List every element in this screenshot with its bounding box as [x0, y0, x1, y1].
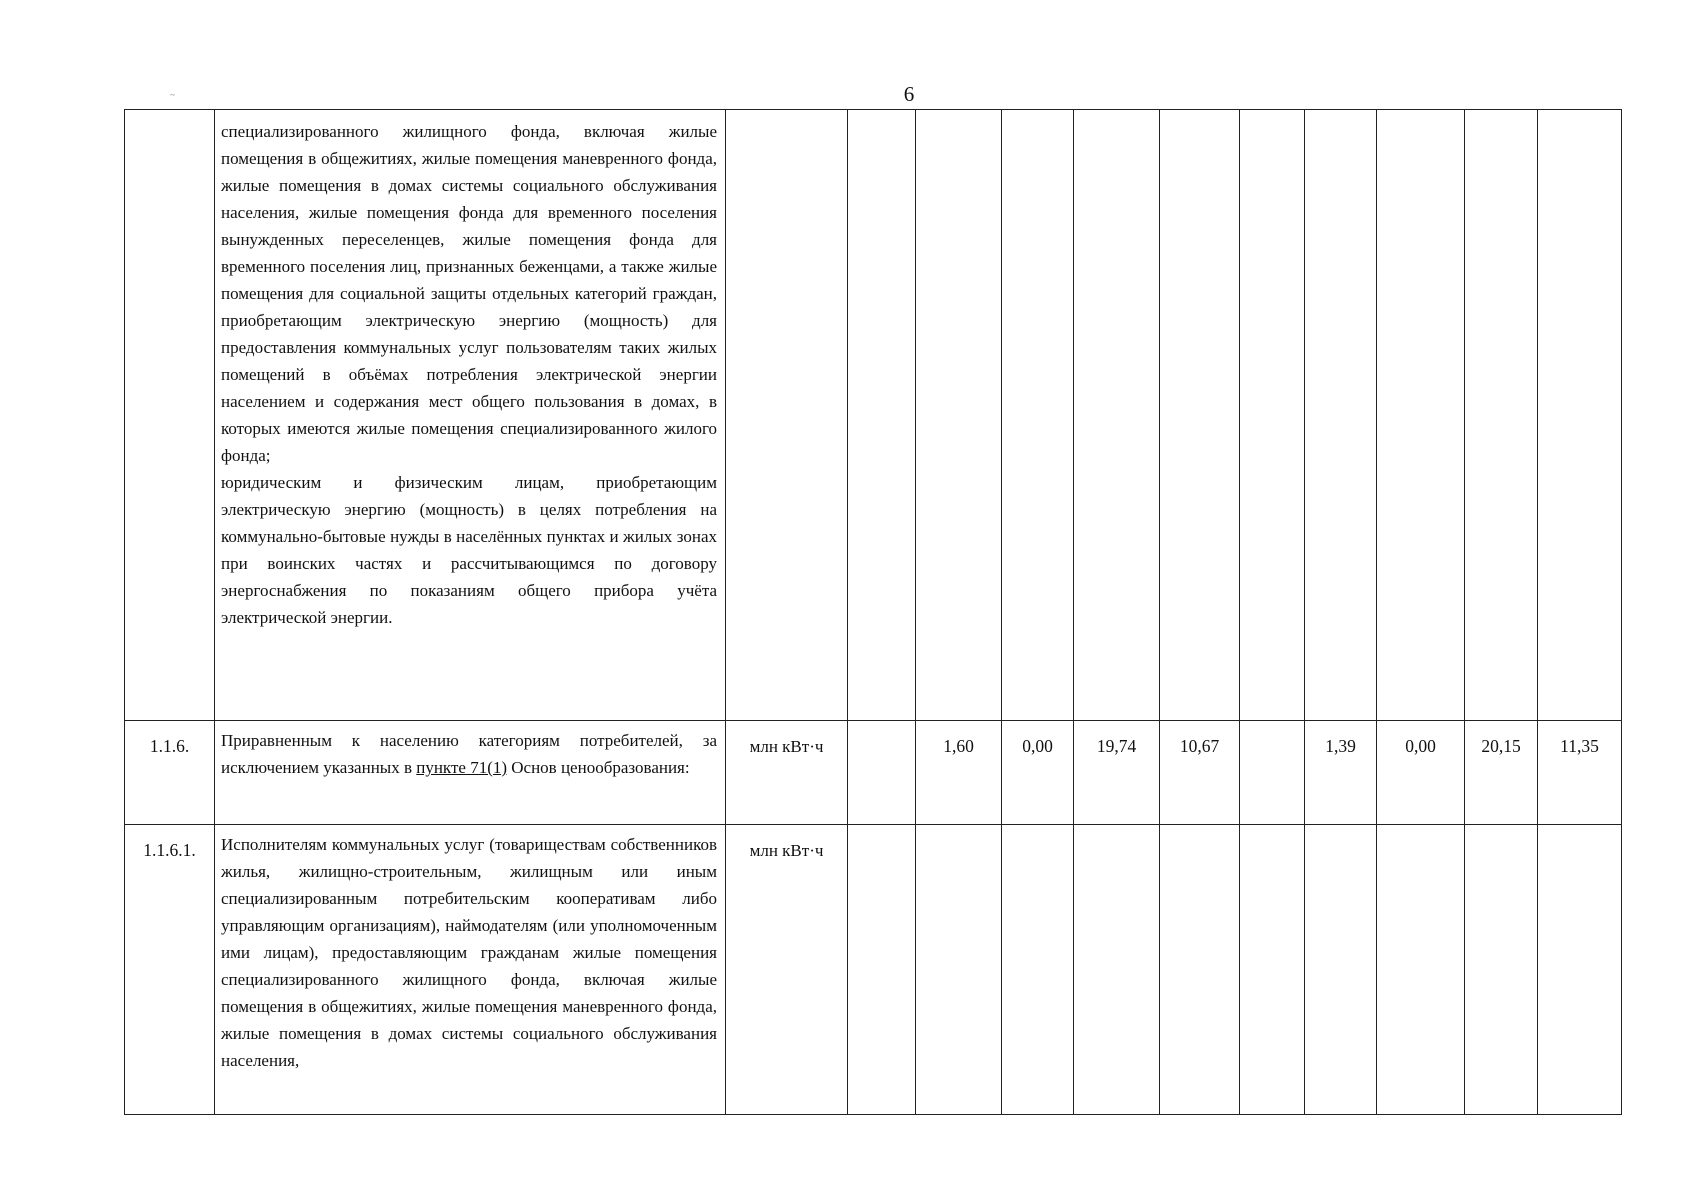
value-cell: [1002, 825, 1074, 1115]
value-cell: [1240, 721, 1305, 825]
tariff-table: [124, 109, 1622, 1115]
row-number: [125, 110, 215, 721]
legal-reference-link[interactable]: пункте 71(1): [416, 758, 508, 777]
value-cell: [1160, 825, 1240, 1115]
row-unit: млн кВт·ч: [726, 721, 848, 825]
table-row: [125, 721, 1622, 825]
description-paragraph: юридическим и физическим лицам, приобретающим электрическую энергию (мощность) в целях потребления на коммунально-бытовые нужды в населённых пунктах и жилых зонах при воинских частях и рассчитывающимся по договору энергоснабжения по показаниям общего прибора учёта электрической энергии.: [221, 473, 717, 627]
row-number: 1.1.6.: [125, 721, 215, 825]
value-cell: [1240, 825, 1305, 1115]
value-cell: [916, 110, 1002, 721]
value-cell: [1240, 110, 1305, 721]
row-description: Исполнителям коммунальных услуг (товариществам собственников жилья, жилищно-строительным, жилищным или иным специализированным потребительским кооперативам либо управляющим организациям), наймодателям (или уполномоченным ими лицам), предоставляющим гражданам жилые помещения специализированного жилищного фонда, включая жилые помещения в общежитиях, жилые помещения маневренного фонда, жилые помещения в домах системы социального обслуживания населения,: [215, 825, 726, 1115]
value-cell: [1465, 110, 1538, 721]
value-cell: [1377, 110, 1465, 721]
row-description: [215, 721, 726, 825]
value-cell: [1002, 110, 1074, 721]
value-cell: 19,74: [1074, 721, 1160, 825]
row-number: 1.1.6.1.: [125, 825, 215, 1115]
row-unit: млн кВт·ч: [726, 825, 848, 1115]
value-cell: [848, 110, 916, 721]
value-cell: [1305, 825, 1377, 1115]
value-cell: [1160, 110, 1240, 721]
value-cell: [1305, 110, 1377, 721]
value-cell: [916, 825, 1002, 1115]
description-text: Приравненным к населению категориям потребителей, за исключением указанных в: [221, 731, 717, 777]
value-cell: [1538, 825, 1622, 1115]
value-cell: [848, 721, 916, 825]
value-cell: 20,15: [1465, 721, 1538, 825]
value-cell: [1465, 825, 1538, 1115]
value-cell: [848, 825, 916, 1115]
row-description: [215, 110, 726, 721]
description-paragraph: специализированного жилищного фонда, включая жилые помещения в общежитиях, жилые помещения маневренного фонда, жилые помещения в домах системы социального обслуживания населения, жилые помещения фонда для временного поселения вынужденных переселенцев, жилые помещения фонда для временного поселения лиц, признанных беженцами, а также жилые помещения для социальной защиты отдельных категорий граждан, приобретающим электрическую энергию (мощность) для предоставления коммунальных услуг пользователям таких жилых помещений в объёмах потребления электрической энергии населением и содержания мест общего пользования в домах, в которых имеются жилые помещения специализированного жилого фонда;: [221, 122, 717, 465]
value-cell: [1377, 825, 1465, 1115]
value-cell: [1538, 110, 1622, 721]
value-cell: 1,39: [1305, 721, 1377, 825]
value-cell: 0,00: [1002, 721, 1074, 825]
table-row: [125, 110, 1622, 721]
value-cell: 10,67: [1160, 721, 1240, 825]
value-cell: 0,00: [1377, 721, 1465, 825]
scan-corner-mark: ~: [170, 90, 175, 100]
value-cell: [1074, 825, 1160, 1115]
value-cell: [1074, 110, 1160, 721]
value-cell: 1,60: [916, 721, 1002, 825]
page-number: 6: [903, 82, 915, 106]
row-unit: [726, 110, 848, 721]
description-text: Основ ценообразования:: [507, 758, 690, 777]
table-row: [125, 825, 1622, 1115]
value-cell: 11,35: [1538, 721, 1622, 825]
